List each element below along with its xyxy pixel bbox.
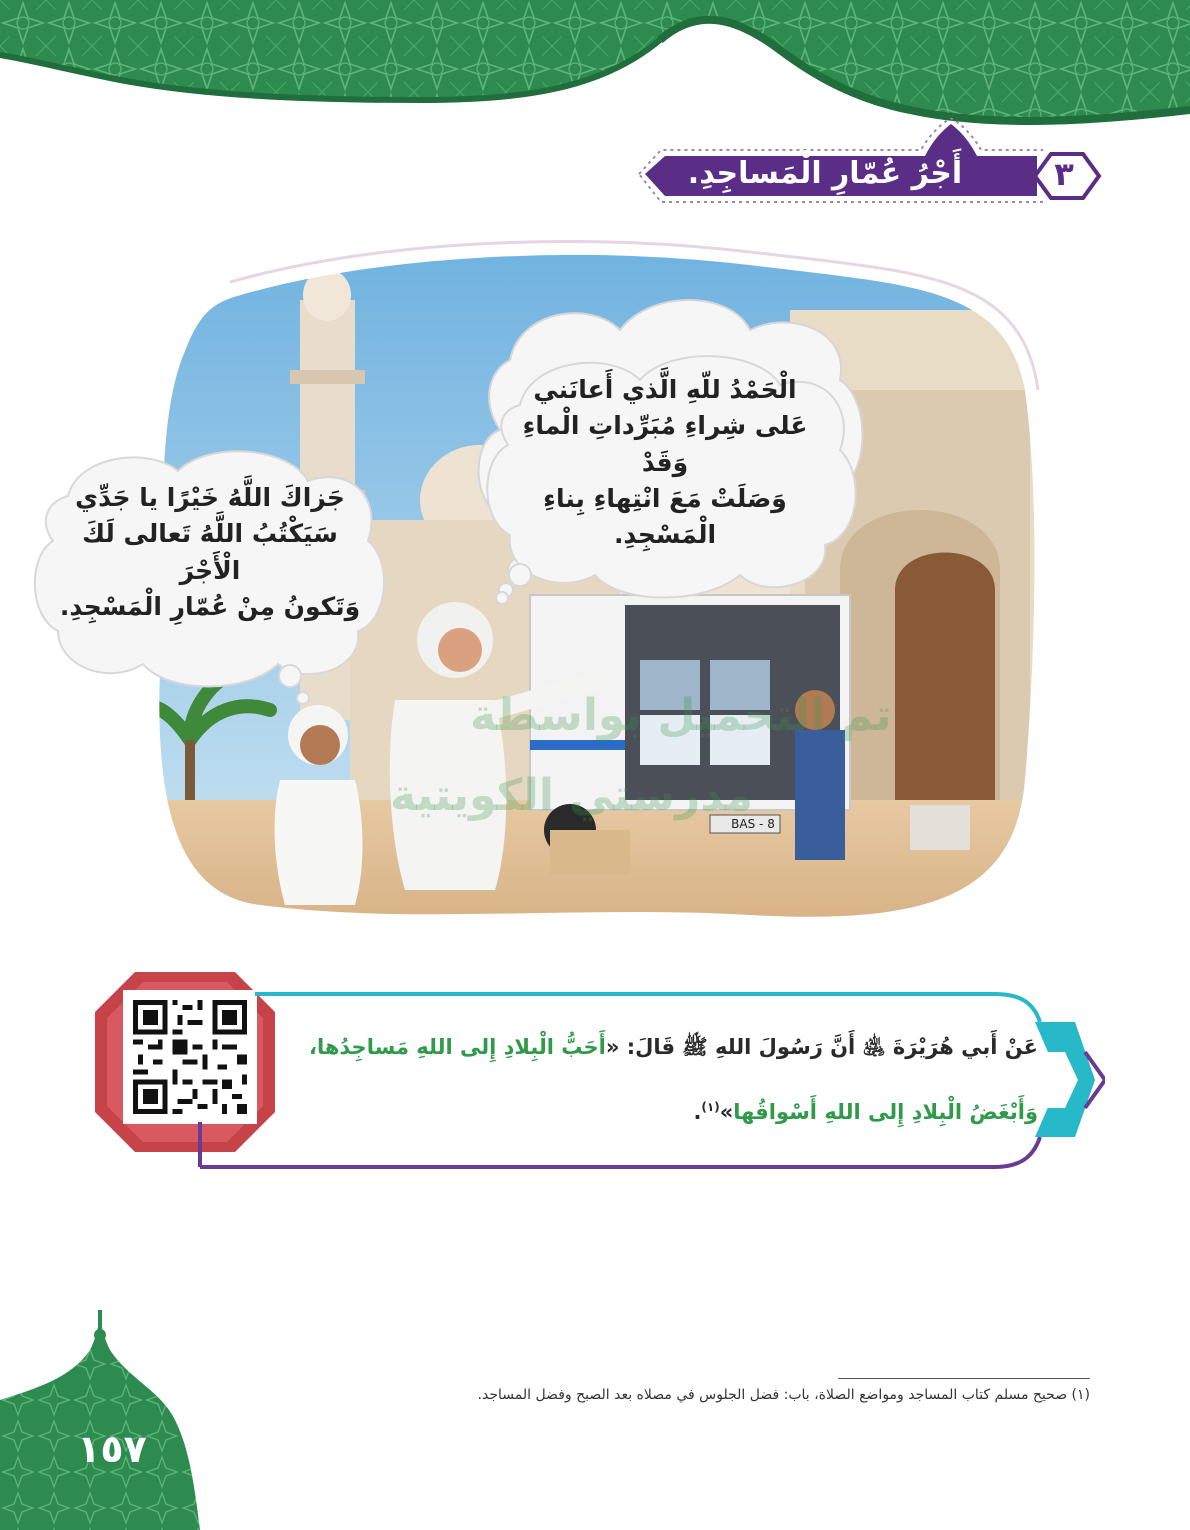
speech-child [50,480,370,625]
lesson-number: ٣ [1054,155,1074,193]
watermark-line: مدرستي الكويتية [390,770,753,821]
speech-grandfather [500,372,830,553]
speech-line: جَزاكَ اللَّهُ خَيْرًا يا جَدِّي [75,483,345,512]
hadith-close-quote: » [719,1100,734,1124]
speech-line: سَيَكْتُبُ اللَّهُ تَعالى لَكَ الْأَجْرَ [82,519,338,585]
footnote-divider [838,1378,1090,1379]
speech-line: عَلى شِراءِ مُبَرِّداتِ الْماءِ وَقَدْ [522,411,808,477]
page-number: ١٥٧ [77,1427,147,1471]
watermark-line: تم التحميل بواسطة [470,690,892,741]
speech-line: وَتَكونُ مِنْ عُمّارِ الْمَسْجِدِ. [59,591,361,621]
hadith-period: . [693,1100,702,1124]
hadith-narration: عَنْ أَبي هُرَيْرَةَ ﵁ أَنَّ رَسُولَ اللهِ ﷺ قَالَ: « [605,1035,1038,1059]
qr-code-icon[interactable] [128,995,252,1119]
hadith-quote: وَأَبْغَضُ الْبِلادِ إِلى اللهِ أَسْواقُها [733,1100,1038,1124]
footnote: (١) صحيح مسلم كتاب المساجد ومواضع الصلاة، باب: فضل الجلوس في مصلاه بعد الصبح وفضل المساجد. [477,1387,1090,1403]
hadith-line-2 [268,1077,1038,1142]
speech-line: وَصَلَتْ مَعَ انْتِهاءِ بِناءِ [543,483,787,513]
truck-plate: BAS - 8 [731,817,775,831]
hadith-quote: أَحَبُّ الْبِلادِ إِلى اللهِ مَساجِدُها، [309,1035,606,1059]
speech-line: الْحَمْدُ للّهِ الَّذي أَعانَني [533,375,797,404]
lesson-title: أَجْرُ عُمّارِ الْمَساجِدِ. [687,156,963,191]
speech-line: الْمَسْجِدِ. [613,520,717,549]
footnote-marker[interactable]: (١) [701,1100,720,1114]
hadith-text [268,1017,1038,1142]
hadith-line-1 [268,1017,1038,1077]
mosque-dome-icon [0,1310,200,1530]
